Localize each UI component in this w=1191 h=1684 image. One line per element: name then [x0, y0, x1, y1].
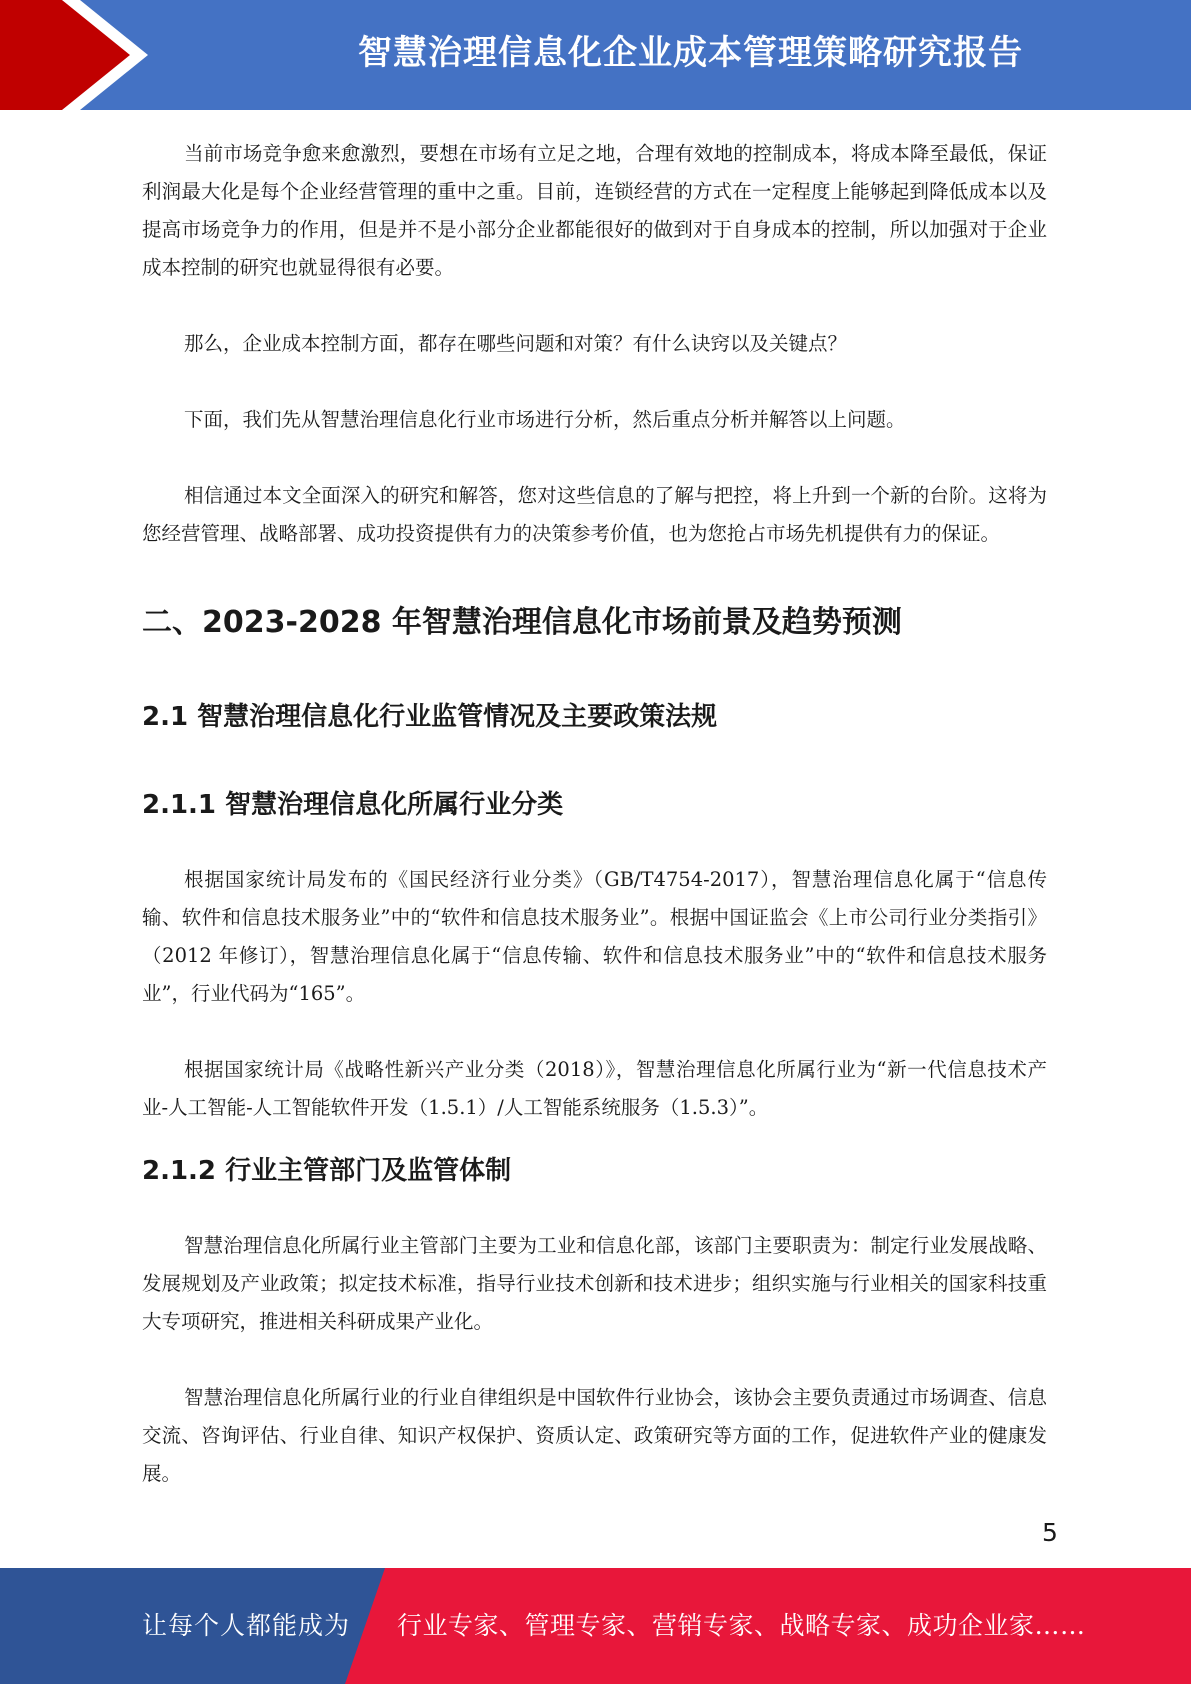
page-content — [142, 135, 1047, 1493]
section-2-1-1-paragraph-1: 根据国家统计局发布的《国民经济行业分类》（GB/T4754-2017），智慧治理信息化属于“信息传输、软件和信息技术服务业”中的“软件和信息技术服务业”。根据中国证监会《上市公司行业分类指引》（2012 年修订），智慧治理信息化属于“信息传输、软件和信息技术服务业”中的“软件和信息技术服务业”，行业代码为“165”。 — [142, 868, 1047, 1005]
report-title: 智慧治理信息化企业成本管理策略研究报告 — [358, 33, 1023, 73]
section-2-1-2-paragraph-2: 智慧治理信息化所属行业的行业自律组织是中国软件行业协会，该协会主要负责通过市场调查、信息交流、咨询评估、行业自律、知识产权保护、资质认定、政策研究等方面的工作，促进软件产业的健康发展。 — [142, 1386, 1047, 1485]
footer-banner — [0, 1568, 1191, 1684]
section-2-heading: 二、2023-2028 年智慧治理信息化市场前景及趋势预测 — [142, 605, 902, 640]
header-arrow-decoration — [0, 0, 160, 110]
section-2-1-1-paragraph-2: 根据国家统计局《战略性新兴产业分类（2018）》，智慧治理信息化所属行业为“新一代信息技术产业-人工智能-人工智能软件开发（1.5.1）/人工智能系统服务（1.5.3）”。 — [142, 1058, 1047, 1119]
intro-paragraph-2: 那么，企业成本控制方面，都存在哪些问题和对策？有什么诀窍以及关键点？ — [184, 332, 848, 355]
section-2-1-2-paragraph-1: 智慧治理信息化所属行业主管部门主要为工业和信息化部，该部门主要职责为：制定行业发展战略、发展规划及产业政策；拟定技术标准，指导行业技术创新和技术进步；组织实施与行业相关的国家科技重大专项研究，推进相关科研成果产业化。 — [142, 1234, 1047, 1333]
footer-slogan-left: 让每个人都能成为 — [142, 1611, 351, 1640]
page-number: 5 — [1042, 1518, 1058, 1547]
intro-paragraph-1: 当前市场竞争愈来愈激烈，要想在市场有立足之地，合理有效地的控制成本，将成本降至最低，保证利润最大化是每个企业经营管理的重中之重。目前，连锁经营的方式在一定程度上能够起到降低成本以及提高市场竞争力的作用，但是并不是小部分企业都能很好的做到对于自身成本的控制，所以加强对于企业成本控制的研究也就显得很有必要。 — [142, 142, 1047, 279]
header-bar — [0, 0, 1191, 110]
intro-paragraph-3: 下面，我们先从智慧治理信息化行业市场进行分析，然后重点分析并解答以上问题。 — [184, 408, 906, 431]
section-2-1-2-heading: 2.1.2 行业主管部门及监管体制 — [142, 1156, 512, 1186]
section-2-1-heading: 2.1 智慧治理信息化行业监管情况及主要政策法规 — [142, 702, 718, 732]
footer-slogan-right: 行业专家、管理专家、营销专家、战略专家、成功企业家…… — [397, 1611, 1086, 1640]
intro-paragraph-4: 相信通过本文全面深入的研究和解答，您对这些信息的了解与把控，将上升到一个新的台阶。这将为您经营管理、战略部署、成功投资提供有力的决策参考价值，也为您抢占市场先机提供有力的保证。 — [142, 484, 1047, 545]
section-2-1-1-heading: 2.1.1 智慧治理信息化所属行业分类 — [142, 790, 564, 820]
